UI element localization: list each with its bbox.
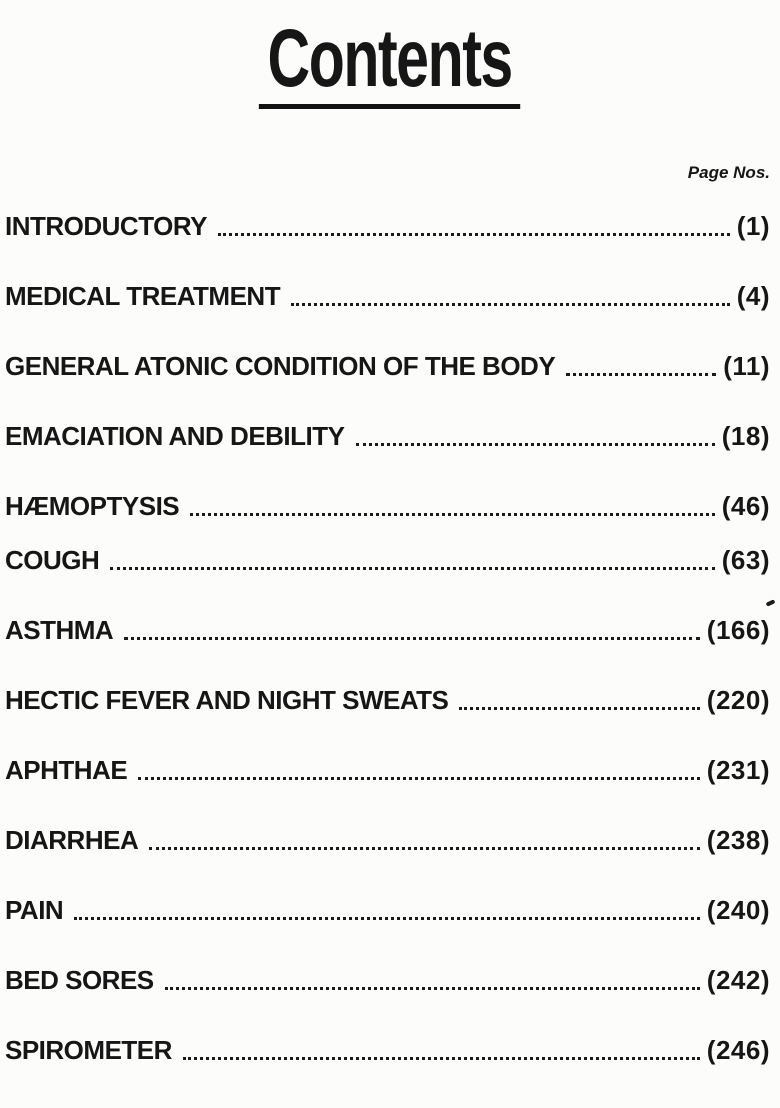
dot-leader — [218, 233, 730, 236]
dot-leader — [74, 917, 700, 920]
toc-entry-label: ASTHMA — [5, 614, 114, 645]
title-container — [0, 0, 780, 109]
toc-entry — [0, 539, 780, 593]
toc-entry — [0, 803, 780, 873]
toc-entry-label: DIARRHEA — [5, 824, 139, 855]
toc-entry — [0, 469, 780, 539]
dot-leader — [566, 373, 716, 376]
toc-entry-label: BED SORES — [5, 964, 154, 995]
toc-entry-label: HÆMOPTYSIS — [5, 490, 180, 521]
toc-entry-page: (231) — [706, 754, 770, 785]
toc-entry-label: APHTHAE — [5, 754, 128, 785]
page-title: Contents — [259, 20, 521, 109]
toc-entry-page: (238) — [706, 824, 770, 855]
dot-leader — [190, 513, 715, 516]
toc-entry-label: PAIN — [5, 894, 64, 925]
dot-leader — [291, 303, 730, 306]
toc-entry-page: (11) — [723, 350, 770, 381]
toc-entry-page: (4) — [736, 280, 770, 311]
toc-entry-page: (246) — [706, 1034, 770, 1065]
column-header-page-nos: Page Nos. — [687, 162, 770, 182]
toc-entry — [0, 399, 780, 469]
toc-entry-label: HECTIC FEVER AND NIGHT SWEATS — [5, 684, 449, 715]
toc-list — [0, 189, 780, 1083]
dot-leader — [110, 567, 714, 570]
toc-entry — [0, 259, 780, 329]
toc-entry-label: EMACIATION AND DEBILITY — [5, 420, 345, 451]
toc-entry — [0, 873, 780, 943]
toc-entry-page: (1) — [736, 210, 770, 241]
toc-entry — [0, 663, 780, 733]
dot-leader — [459, 707, 699, 710]
toc-entry-label: MEDICAL TREATMENT — [5, 280, 281, 311]
toc-entry-label: INTRODUCTORY — [5, 210, 207, 241]
toc-entry — [0, 593, 780, 663]
toc-entry-label: SPIROMETER — [5, 1034, 172, 1065]
toc-entry-page: (46) — [721, 490, 770, 521]
toc-entry — [0, 943, 780, 1013]
toc-entry — [0, 329, 780, 399]
toc-entry-page: (63) — [721, 544, 770, 575]
toc-entry-label: GENERAL ATONIC CONDITION OF THE BODY — [5, 350, 556, 381]
toc-entry-page: (240) — [706, 894, 770, 925]
dot-leader — [183, 1057, 700, 1060]
toc-entry-page: (18) — [721, 420, 770, 451]
toc-entry-label: COUGH — [5, 544, 100, 575]
dot-leader — [149, 847, 700, 850]
toc-entry — [0, 733, 780, 803]
toc-entry-page: (242) — [706, 964, 770, 995]
dot-leader — [124, 637, 700, 640]
toc-entry — [0, 189, 780, 259]
toc-entry — [0, 1013, 780, 1083]
dot-leader — [356, 443, 715, 446]
toc-entry-page: (220) — [706, 684, 770, 715]
dot-leader — [165, 987, 700, 990]
dot-leader — [138, 777, 700, 780]
toc-entry-page: (166) — [706, 614, 770, 645]
